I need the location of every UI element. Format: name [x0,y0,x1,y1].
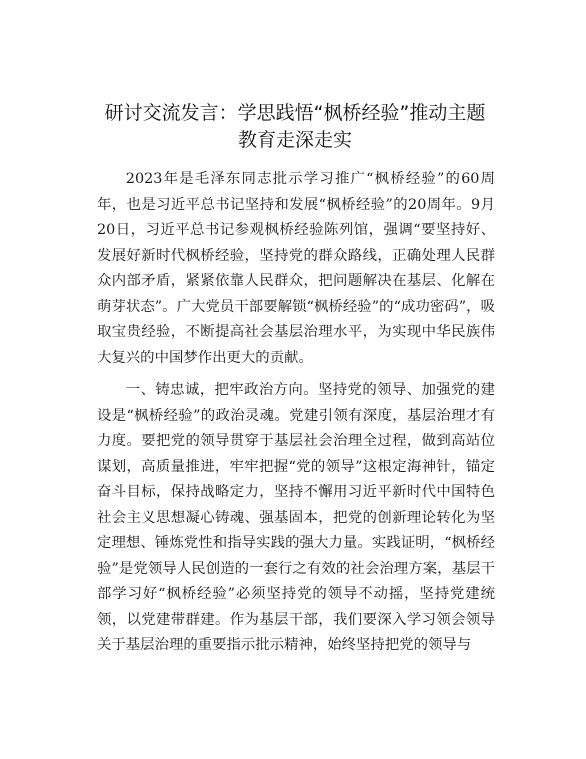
document-title: 研讨交流发言：学思践悟“枫桥经验”推动主题教育走深走实 [104,102,486,151]
paragraph-intro: 2023年是毛泽东同志批示学习推广“枫桥经验”的60周年，也是习近平总书记坚持和发展“枫桥经验”的20周年。9月20日，习近平总书记参观枫桥经验陈列馆，强调“要坚持好、发展好新时代枫桥经验，坚持党的群众路线，正确处理人民群众内部矛盾，紧紧依靠人民群众，把问题解决在基层、化解在萌芽状态”。广大党员干部要解锁“枫桥经验”的“成功密码”，吸取宝贵经验，不断提高社会基层治理水平，为实现中华民族伟大复兴的中国梦作出更大的贡献。 [97,171,495,366]
paragraph-section-one: 一、铸忠诚，把牢政治方向。坚持党的领导、加强党的建设是“枫桥经验”的政治灵魂。党建引领有深度，基层治理才有力度。要把党的领导贯穿于基层社会治理全过程，做到高站位谋划，高质量推进，牢牢把握“党的领导”这根定海神针，锚定奋斗目标，保持战略定力，坚持不懈用习近平新时代中国特色社会主义思想凝心铸魂、强基固本，把党的创新理论转化为坚定理想、锤炼党性和指导实践的强大力量。实践证明，“枫桥经验”是党领导人民创造的一套行之有效的社会治理方案，基层干部学习好“枫桥经验”必须坚持党的领导不动摇，坚持党建统领，以党建带群建。作为基层干部，我们要深入学习领会领导关于基层治理的重要指示批示精神，始终坚持把党的领导与 [97,382,495,653]
document-body [97,167,495,666]
